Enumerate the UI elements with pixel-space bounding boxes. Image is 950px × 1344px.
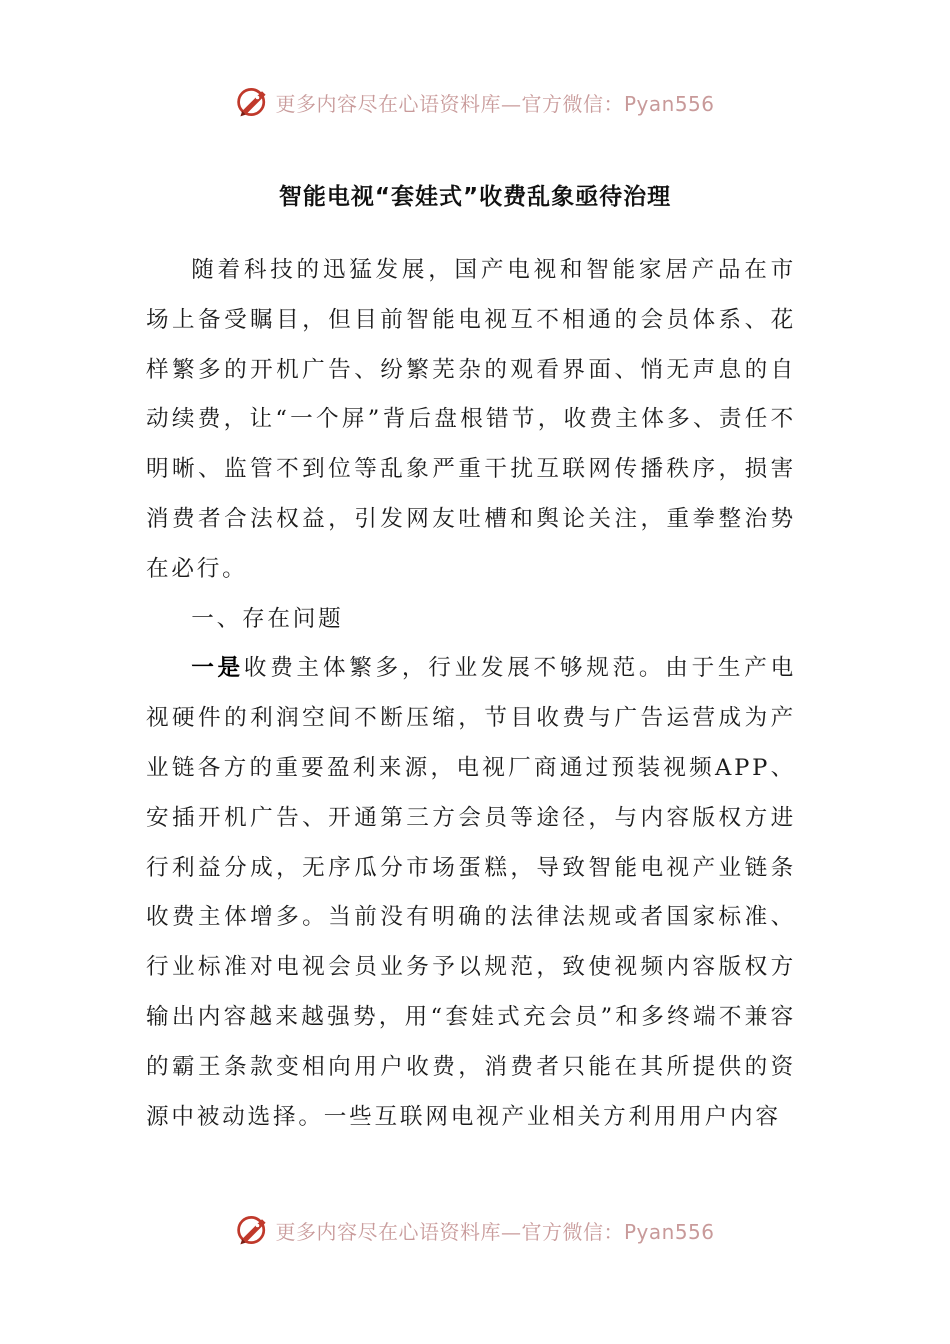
- point-one-paragraph: [146, 644, 796, 1142]
- pen-logo-icon: [235, 84, 271, 120]
- footer-wechat-id: Pyan556: [623, 1219, 715, 1244]
- header-banner-label: 更多内容尽在心语资料库—官方微信：: [275, 91, 624, 116]
- header-banner-content: [235, 84, 714, 120]
- header-banner-text: [275, 88, 714, 117]
- footer-banner-content: [235, 1212, 714, 1248]
- point-one-lead: 一是: [191, 655, 244, 682]
- document-title: 智能电视“套娃式”收费乱象亟待治理: [278, 184, 672, 210]
- section-heading: 一、存在问题: [191, 605, 344, 632]
- footer-banner-label: 更多内容尽在心语资料库—官方微信：: [275, 1219, 624, 1244]
- header-wechat-id: Pyan556: [623, 91, 715, 116]
- point-one-body: 收费主体繁多，行业发展不够规范。由于生产电视硬件的利润空间不断压缩，节目收费与广告运营成为产业链各方的重要盈利来源，电视厂商通过预装视频APP、安插开机广告、开通第三方会员等途径，与内容版权方进行利益分成，无序瓜分市场蛋糕，导致智能电视产业链条收费主体增多。当前没有明确的法律法规或者国家标准、行业标准对电视会员业务予以规范，致使视频内容版权方输出内容越来越强势，用“套娃式充会员”和多终端不兼容的霸王条款变相向用户收费，消费者只能在其所提供的资源中被动选择。一些互联网电视产业相关方利用用户内容: [146, 655, 796, 1130]
- footer-banner: [0, 1210, 950, 1250]
- intro-paragraph: 随着科技的迅猛发展，国产电视和智能家居产品在市场上备受瞩目，但目前智能电视互不相通的会员体系、花样繁多的开机广告、纷繁芜杂的观看界面、悄无声息的自动续费，让“一个屏”背后盘根错节，收费主体多、责任不明晰、监管不到位等乱象严重干扰互联网传播秩序，损害消费者合法权益，引发网友吐槽和舆论关注，重拳整治势在必行。: [146, 257, 796, 582]
- header-banner: [0, 82, 950, 122]
- footer-banner-text: [275, 1216, 714, 1245]
- document-body: [146, 246, 796, 1142]
- pen-logo-icon: [235, 1212, 271, 1248]
